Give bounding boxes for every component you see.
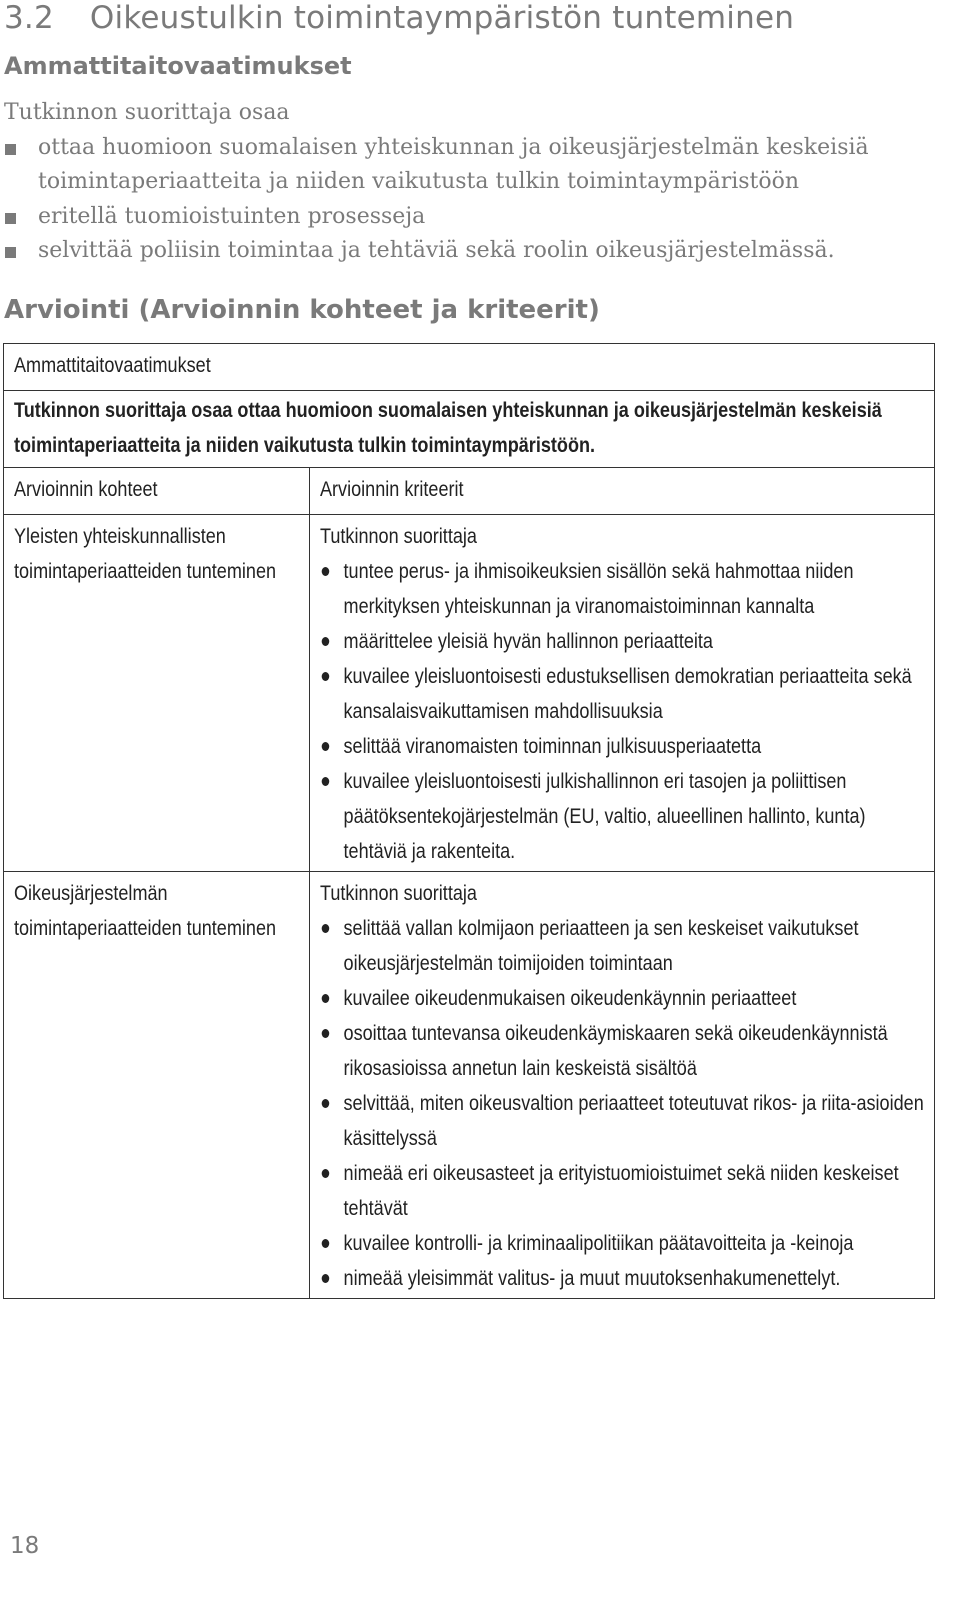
list-item: kuvailee kontrolli- ja kriminaalipolitiikan päätavoitteita ja -keinoja — [320, 1226, 924, 1261]
assessment-object: Yleisten yhteiskunnallisten toimintaperiaatteiden tunteminen — [14, 524, 277, 583]
requirements-heading: Ammattitaitovaatimukset — [4, 52, 352, 80]
page-number: 18 — [10, 1533, 40, 1559]
square-bullet-icon — [5, 213, 16, 224]
table-header-cell — [4, 344, 935, 391]
requirements-item: selvittää poliisin toimintaa ja tehtäviä sekä roolin oikeusjärjestelmässä. — [4, 234, 944, 269]
assessment-criteria-cell — [310, 515, 935, 872]
list-item: osoittaa tuntevansa oikeudenkäymiskaaren sekä oikeudenkäynnistä rikosasioissa annetun lain keskeistä sisältöä — [320, 1016, 924, 1086]
round-bullet-icon — [322, 1029, 330, 1038]
requirements-item: eritellä tuomioistuinten prosesseja — [4, 200, 944, 235]
criteria-list — [320, 554, 924, 869]
table-row — [4, 515, 935, 872]
round-bullet-icon — [322, 637, 330, 646]
column-header-objects: Arvioinnin kohteet — [4, 468, 310, 515]
assessment-object-cell — [4, 515, 310, 872]
round-bullet-icon — [322, 1099, 330, 1108]
round-bullet-icon — [322, 994, 330, 1003]
requirements-lead: Tutkinnon suorittaja osaa — [4, 100, 290, 125]
assessment-heading: Arviointi (Arvioinnin kohteet ja kriteerit) — [4, 295, 600, 325]
list-item: kuvailee oikeudenmukaisen oikeudenkäynnin periaatteet — [320, 981, 924, 1016]
square-bullet-icon — [5, 247, 16, 258]
list-item: nimeää yleisimmät valitus- ja muut muutoksenhakumenettelyt. — [320, 1261, 924, 1296]
list-item: kuvailee yleisluontoisesti edustuksellisen demokratian periaatteita sekä kansalaisvaikuttamisen mahdollisuuksia — [320, 659, 924, 729]
list-item: selvittää, miten oikeusvaltion periaatteet toteutuvat rikos- ja riita-asioiden käsittelyssä — [320, 1086, 924, 1156]
square-bullet-icon — [5, 144, 16, 155]
criteria-list — [320, 911, 924, 1296]
requirements-block — [4, 96, 944, 269]
list-item: kuvailee yleisluontoisesti julkishallinnon eri tasojen ja poliittisen päätöksentekojärjestelmän (EU, valtio, alueellinen hallinto, kunta) tehtäviä ja rakenteita. — [320, 764, 924, 869]
assessment-table — [3, 343, 935, 1299]
round-bullet-icon — [322, 742, 330, 751]
requirements-list — [4, 131, 944, 269]
round-bullet-icon — [322, 1239, 330, 1248]
list-item: määrittelee yleisiä hyvän hallinnon periaatteita — [320, 624, 924, 659]
criteria-lead: Tutkinnon suorittaja — [320, 881, 477, 905]
list-item: selittää viranomaisten toiminnan julkisuusperiaatetta — [320, 729, 924, 764]
round-bullet-icon — [322, 567, 330, 576]
assessment-criteria-cell — [310, 872, 935, 1299]
section-number: 3.2 — [4, 0, 54, 36]
round-bullet-icon — [322, 1274, 330, 1283]
table-header: Ammattitaitovaatimukset — [14, 353, 211, 377]
table-description-cell — [4, 391, 935, 468]
list-item: nimeää eri oikeusasteet ja erityistuomioistuimet sekä niiden keskeiset tehtävät — [320, 1156, 924, 1226]
section-title: Oikeustulkin toimintaympäristön tunteminen — [89, 0, 795, 36]
round-bullet-icon — [322, 924, 330, 933]
round-bullet-icon — [322, 777, 330, 786]
table-description: Tutkinnon suorittaja osaa ottaa huomioon suomalaisen yhteiskunnan ja oikeusjärjestelmän keskeisiä toimintaperiaatteita ja niiden vaikutusta tulkin toimintaympäristöön. — [14, 398, 882, 457]
column-header-criteria: Arvioinnin kriteerit — [310, 468, 935, 515]
list-item: tuntee perus- ja ihmisoikeuksien sisällön sekä hahmottaa niiden merkityksen yhteiskunnan ja viranomaistoiminnan kannalta — [320, 554, 924, 624]
round-bullet-icon — [322, 1169, 330, 1178]
requirements-item: ottaa huomioon suomalaisen yhteiskunnan ja oikeusjärjestelmän keskeisiä toimintaperiaatteita ja niiden vaikutusta tulkin toimintaympäristöön — [4, 131, 944, 200]
criteria-lead: Tutkinnon suorittaja — [320, 524, 477, 548]
section-heading — [4, 0, 794, 36]
list-item: selittää vallan kolmijaon periaatteen ja sen keskeiset vaikutukset oikeusjärjestelmän toimijoiden toimintaan — [320, 911, 924, 981]
assessment-object-cell — [4, 872, 310, 1299]
assessment-object: Oikeusjärjestelmän toimintaperiaatteiden tunteminen — [14, 881, 277, 940]
round-bullet-icon — [322, 672, 330, 681]
table-row — [4, 872, 935, 1299]
